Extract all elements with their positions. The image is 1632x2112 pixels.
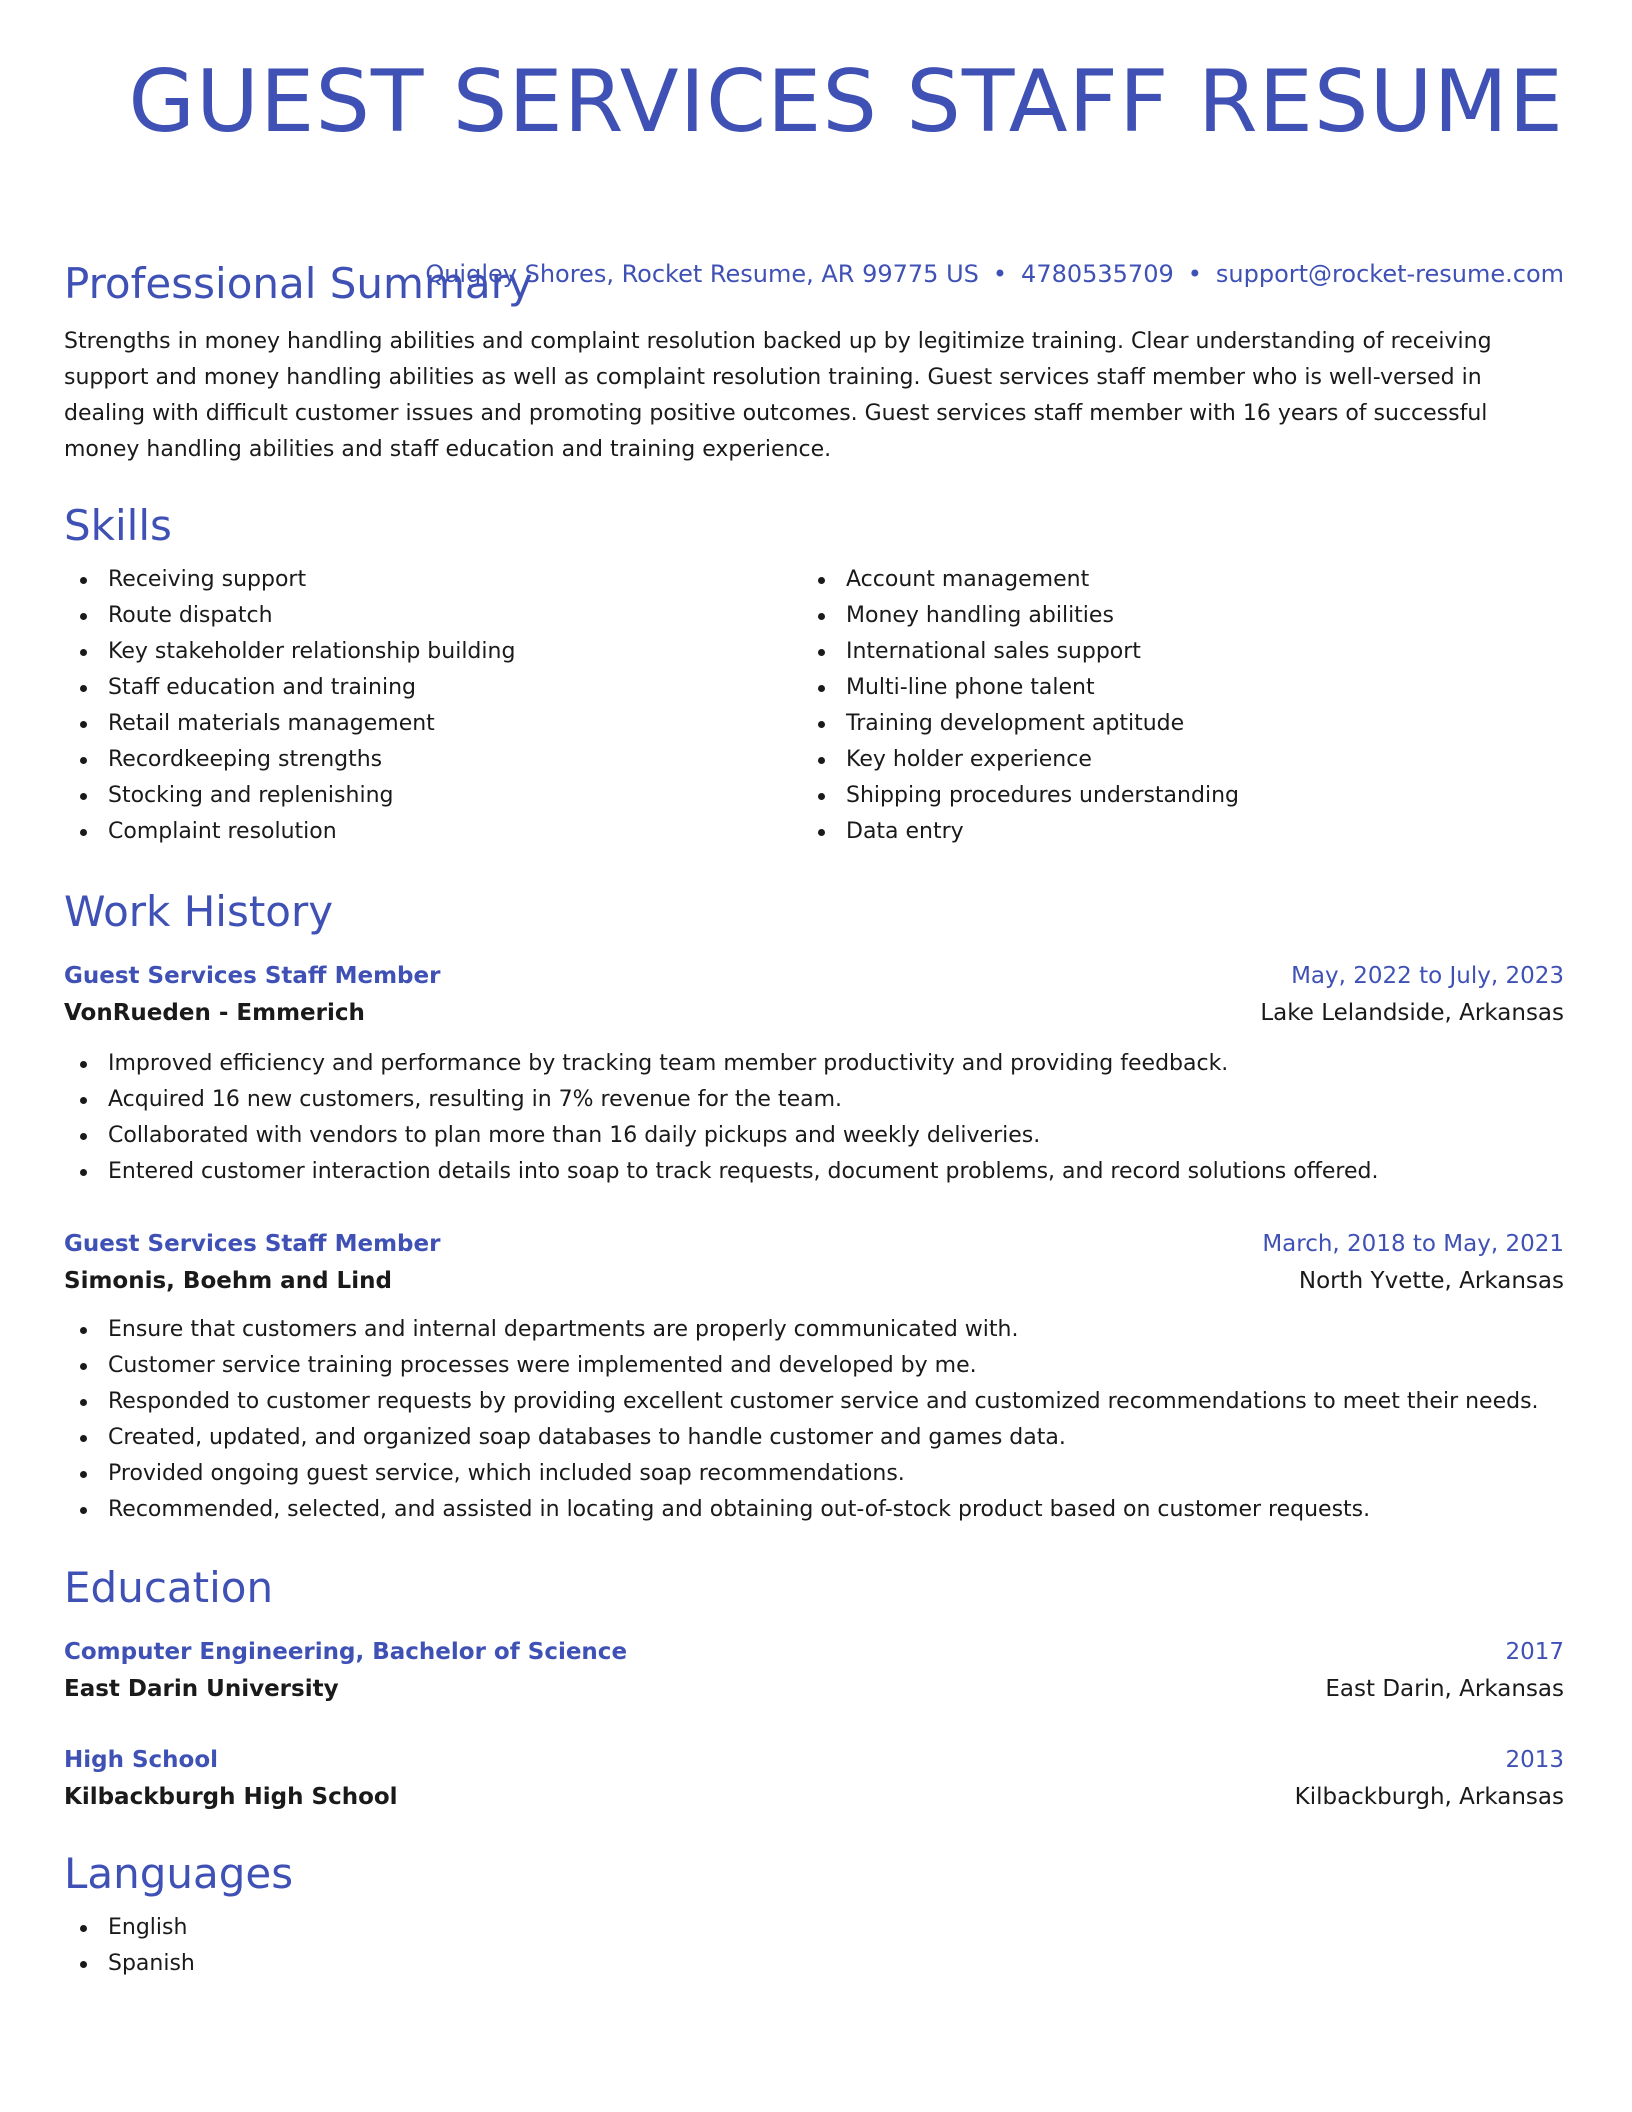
language-item: Spanish (64, 1946, 1564, 1982)
education-header-row (64, 1634, 1564, 1670)
languages-list (64, 1910, 1564, 1982)
skills-list-left (64, 562, 802, 850)
education-year: 2017 (1505, 1639, 1564, 1665)
job-entry (64, 1226, 1564, 1528)
job-company: VonRueden - Emmerich (64, 1000, 365, 1026)
education-heading: Education (64, 1563, 274, 1612)
skill-item: Money handling abilities (802, 598, 1239, 634)
job-entry (64, 958, 1564, 1190)
skill-item: Retail materials management (64, 706, 802, 742)
contact-email[interactable]: support@rocket-resume.com (1215, 260, 1564, 288)
languages-section (64, 1848, 1564, 1982)
resume-title: GUEST SERVICES STAFF RESUME (128, 52, 1564, 152)
education-school: East Darin University (64, 1676, 339, 1702)
job-location: Lake Lelandside, Arkansas (1260, 1000, 1564, 1026)
job-bullet: Recommended, selected, and assisted in locating and obtaining out-of-stock product based on customer requests. (64, 1492, 1564, 1528)
skill-item: Key stakeholder relationship building (64, 634, 802, 670)
education-entry (64, 1742, 1564, 1816)
contact-separator: • (1187, 260, 1202, 288)
job-bullet: Customer service training processes were implemented and developed by me. (64, 1348, 1564, 1384)
job-bullets (64, 1312, 1564, 1528)
education-school-row (64, 1778, 1564, 1816)
contact-separator: • (992, 260, 1008, 288)
skill-item: Training development aptitude (802, 706, 1239, 742)
job-bullet: Acquired 16 new customers, resulting in 7% revenue for the team. (64, 1082, 1564, 1118)
skills-section (64, 500, 1564, 850)
job-dates: May, 2022 to July, 2023 (1291, 963, 1564, 989)
skill-item: Receiving support (64, 562, 802, 598)
job-header-row (64, 1226, 1564, 1262)
contact-address: Quigley Shores, Rocket Resume, AR 99775 US (425, 260, 979, 288)
education-degree: High School (64, 1747, 219, 1773)
work-heading: Work History (64, 887, 334, 936)
education-section (64, 1562, 1564, 1614)
skill-item: Complaint resolution (64, 814, 802, 850)
job-bullet: Improved efficiency and performance by tracking team member productivity and providing feedback. (64, 1046, 1564, 1082)
education-school-row (64, 1670, 1564, 1708)
job-bullet: Collaborated with vendors to plan more than 16 daily pickups and weekly deliveries. (64, 1118, 1564, 1154)
summary-text: Strengths in money handling abilities and complaint resolution backed up by legitimize training. Clear understanding of receiving support and money handling abilities as well as complaint resolution training. Guest services staff member who is well-versed in dealing with difficult customer issues and promoting positive outcomes. Guest services staff member with 16 years of successful money handling abilities and staff education and training experience. (64, 329, 1492, 462)
skill-item: Stocking and replenishing (64, 778, 802, 814)
job-bullet: Entered customer interaction details into soap to track requests, document problems, and record solutions offered. (64, 1154, 1564, 1190)
skills-list-right (802, 562, 1239, 850)
skills-heading: Skills (64, 501, 172, 550)
skill-item: Account management (802, 562, 1239, 598)
education-entry (64, 1634, 1564, 1708)
skill-item: Shipping procedures understanding (802, 778, 1239, 814)
job-bullets (64, 1046, 1564, 1190)
skill-item: Key holder experience (802, 742, 1239, 778)
job-location: North Yvette, Arkansas (1298, 1268, 1564, 1294)
job-bullet: Ensure that customers and internal departments are properly communicated with. (64, 1312, 1564, 1348)
job-bullet: Created, updated, and organized soap databases to handle customer and games data. (64, 1420, 1564, 1456)
skill-item: International sales support (802, 634, 1239, 670)
skill-item: Staff education and training (64, 670, 802, 706)
job-dates: March, 2018 to May, 2021 (1262, 1231, 1564, 1257)
summary-section (64, 258, 1564, 468)
job-company-row (64, 1262, 1564, 1300)
education-degree: Computer Engineering, Bachelor of Science (64, 1639, 628, 1665)
skills-columns (64, 562, 1564, 850)
skill-item: Route dispatch (64, 598, 802, 634)
language-item: English (64, 1910, 1564, 1946)
job-bullet: Responded to customer requests by providing excellent customer service and customized recommendations to meet their needs. (64, 1384, 1564, 1420)
work-section (64, 886, 1564, 938)
education-location: East Darin, Arkansas (1325, 1676, 1564, 1702)
skill-item: Multi-line phone talent (802, 670, 1239, 706)
job-title: Guest Services Staff Member (64, 963, 441, 989)
contact-phone: 4780535709 (1021, 260, 1174, 288)
summary-heading: Professional Summary (64, 259, 533, 308)
education-header-row (64, 1742, 1564, 1778)
education-year: 2013 (1505, 1747, 1564, 1773)
skill-item: Recordkeeping strengths (64, 742, 802, 778)
education-school: Kilbackburgh High School (64, 1784, 398, 1810)
job-company-row (64, 994, 1564, 1032)
job-header-row (64, 958, 1564, 994)
skill-item: Data entry (802, 814, 1239, 850)
job-title: Guest Services Staff Member (64, 1231, 441, 1257)
job-company: Simonis, Boehm and Lind (64, 1268, 392, 1294)
languages-heading: Languages (64, 1849, 294, 1898)
job-bullet: Provided ongoing guest service, which included soap recommendations. (64, 1456, 1564, 1492)
education-location: Kilbackburgh, Arkansas (1294, 1784, 1564, 1810)
